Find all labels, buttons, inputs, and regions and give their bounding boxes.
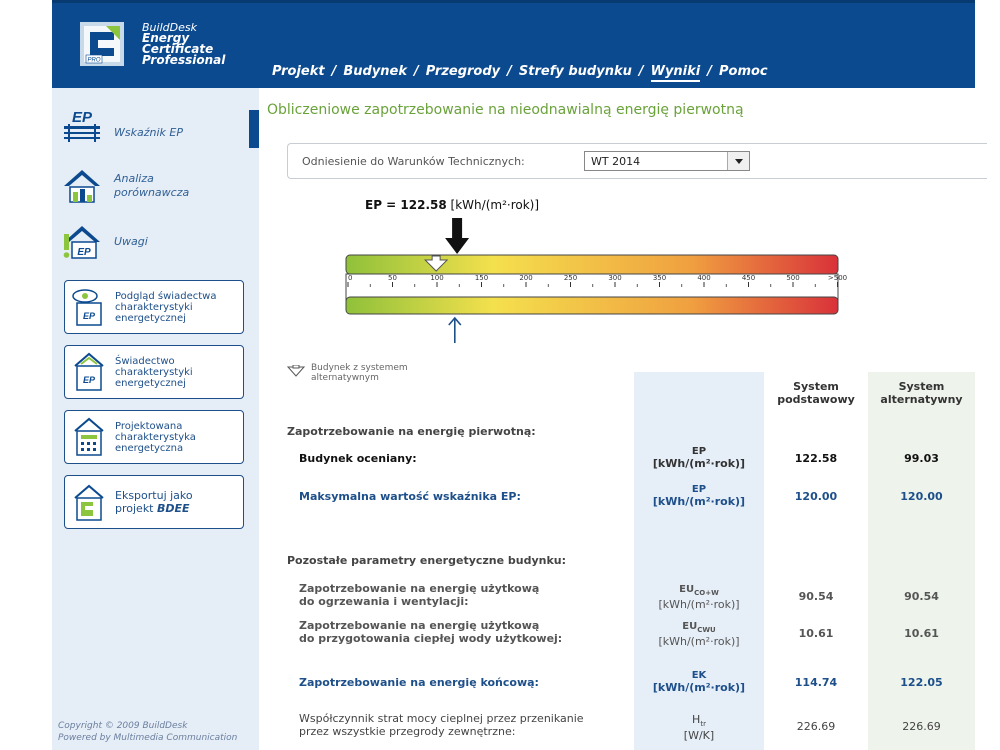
- page-title: Obliczeniowe zapotrzebowanie na nieodnawialną energię pierwotną: [267, 102, 744, 118]
- row-unit: [634, 484, 764, 508]
- main-content: [259, 88, 975, 750]
- reference-label: Odniesienie do Warunków Technicznych:: [302, 155, 525, 168]
- ep-value: [365, 198, 539, 212]
- ep-badge: EP: [77, 247, 91, 258]
- scale-tick-label: 50: [388, 274, 397, 282]
- label-line: charakterystyki: [115, 366, 193, 378]
- brand-line-2: Energy: [142, 31, 190, 45]
- menu-pomoc[interactable]: Pomoc: [719, 64, 768, 79]
- menu-separator: /: [707, 64, 712, 79]
- ep-value-unit: [kWh/(m²·rok)]: [450, 198, 540, 212]
- sidebar-item-label: Wskaźnik EP: [114, 126, 183, 139]
- legend-alt-text: [311, 363, 408, 383]
- scale-tick-label: 400: [697, 274, 711, 282]
- menu-wyniki[interactable]: Wyniki: [651, 64, 701, 82]
- label-line: Podgląd świadectwa: [115, 290, 217, 302]
- sidebar-button-label: [115, 291, 216, 324]
- legend-line: Budynek z systemem: [311, 363, 408, 373]
- row-unit: [634, 584, 764, 611]
- value-alternative: 10.61: [904, 627, 939, 640]
- main-menu: [272, 64, 768, 82]
- logo-badge: PRO: [87, 57, 101, 64]
- ep-badge: EP: [71, 109, 93, 126]
- sidebar-item-comparison[interactable]: [60, 166, 189, 206]
- warning-icon: [60, 222, 104, 262]
- builddesk-logo-icon: [80, 22, 124, 66]
- chevron-down-icon[interactable]: [727, 152, 749, 170]
- unit-text: [kWh/(m²·rok)]: [652, 457, 746, 470]
- scale-tick-label: 200: [519, 274, 533, 282]
- label-line: Zapotrzebowanie na energię użytkową: [299, 582, 540, 595]
- header: [52, 0, 975, 88]
- label-line: energetycznej: [115, 312, 186, 324]
- section-other-parameters: Pozostałe parametry energetyczne budynku:: [287, 554, 567, 567]
- row-unit: [634, 446, 764, 470]
- column-header-basic: [764, 380, 868, 406]
- header-line: podstawowy: [777, 393, 855, 406]
- row-unit: [634, 714, 764, 742]
- copyright-line: Copyright © 2009 BuildDesk: [58, 721, 188, 731]
- sidebar-button-label: [115, 421, 196, 454]
- scale-tick-label: 350: [652, 274, 667, 282]
- value-alternative: 122.05: [900, 676, 943, 689]
- label-line: [115, 502, 193, 515]
- reference-selected-value: WT 2014: [591, 155, 641, 168]
- sidebar-button-certificate-preview[interactable]: [64, 280, 244, 334]
- alt-column-background: [868, 372, 975, 750]
- label-line: Współczynnik strat mocy cieplnej przez przenikanie: [299, 712, 584, 725]
- unit-symbol: [634, 621, 764, 636]
- row-label: [299, 582, 539, 608]
- section-primary-energy: Zapotrzebowanie na energię pierwotną:: [287, 425, 536, 438]
- scale-tick-label: 150: [474, 274, 489, 282]
- menu-projekt[interactable]: Projekt: [272, 64, 325, 79]
- ep-badge: EP: [82, 375, 96, 385]
- row-label: [299, 619, 562, 645]
- label-prefix: projekt: [115, 502, 154, 515]
- label-line: Eksportuj jako: [115, 489, 193, 502]
- value-basic: 10.61: [798, 627, 834, 640]
- header-line: alternatywny: [880, 393, 963, 406]
- scale-tick-label: >500: [827, 274, 848, 282]
- value-basic: 114.74: [794, 676, 838, 689]
- brand-line-4: Professional: [142, 53, 226, 67]
- reference-select[interactable]: [584, 151, 750, 171]
- row-label: Zapotrzebowanie na energię końcową:: [299, 676, 539, 689]
- sidebar: [52, 88, 259, 750]
- brand-line-1: BuildDesk: [142, 21, 197, 34]
- scale-tick-label: 100: [430, 274, 444, 282]
- unit-text: [kWh/(m²·rok)]: [658, 598, 740, 611]
- label-bold: BDEE: [157, 502, 190, 515]
- label-line: energetyczna: [115, 442, 184, 454]
- menu-separator: /: [507, 64, 512, 79]
- scale-tick-label: 300: [608, 274, 622, 282]
- value-alternative: 90.54: [904, 590, 939, 603]
- copyright-line: Powered by Multimedia Communication: [58, 733, 238, 743]
- menu-separator: /: [638, 64, 644, 79]
- row-label: Maksymalna wartość wskaźnika EP:: [299, 490, 521, 503]
- value-alternative: 99.03: [904, 452, 939, 465]
- sidebar-button-export-bdee[interactable]: [64, 475, 244, 529]
- unit-symbol-main: EU: [682, 621, 698, 632]
- sidebar-button-label: [115, 356, 193, 389]
- value-basic: 226.69: [796, 720, 836, 733]
- scale-tick-label: 250: [563, 274, 578, 282]
- brand-line-3: Certificate: [142, 42, 214, 56]
- row-unit: [634, 621, 764, 648]
- sidebar-button-label: [115, 489, 193, 515]
- value-alternative: 120.00: [900, 490, 943, 503]
- house-comparison-icon: [60, 166, 104, 206]
- sidebar-button-certificate[interactable]: [64, 345, 244, 399]
- row-label: [299, 712, 584, 738]
- menu-przegrody[interactable]: Przegrody: [425, 64, 501, 79]
- value-basic: 120.00: [794, 490, 838, 503]
- ep-pointer-arrow: [445, 218, 469, 254]
- label-line: charakterystyka: [115, 431, 196, 443]
- unit-symbol: EP: [691, 446, 707, 457]
- sidebar-button-projected[interactable]: [64, 410, 244, 464]
- label-line: energetycznej: [115, 377, 186, 389]
- sidebar-item-ep-indicator[interactable]: [60, 106, 183, 146]
- label-line: charakterystyki: [115, 301, 193, 313]
- legend-alternative: [287, 363, 408, 383]
- max-ep-arrow: [449, 318, 461, 343]
- unit-symbol-sub: CO+W: [694, 589, 719, 597]
- reference-panel: [287, 143, 987, 179]
- calculator-icon: [71, 417, 107, 457]
- menu-separator: /: [331, 64, 337, 79]
- label-line: Świadectwo: [115, 355, 175, 367]
- brand-name: [142, 22, 225, 66]
- export-icon: [71, 482, 107, 522]
- unit-text: [kWh/(m²·rok)]: [658, 635, 740, 648]
- column-header-alternative: [868, 380, 975, 406]
- scale-tick-label: 0: [348, 274, 353, 282]
- ep-scale: [339, 218, 859, 353]
- value-alternative: 226.69: [902, 720, 941, 733]
- header-line: System: [793, 380, 839, 393]
- label-line: przez wszystkie przegrody zewnętrzne:: [299, 725, 516, 738]
- certificate-preview-icon: [71, 287, 107, 327]
- label-line: do ogrzewania i wentylacji:: [299, 595, 469, 608]
- ep-indicator-icon: [60, 106, 104, 146]
- certificate-icon: [71, 352, 107, 392]
- sidebar-active-marker: [249, 110, 259, 148]
- scale-bar-top: [346, 255, 838, 274]
- sidebar-item-label: [114, 172, 189, 200]
- legend-line: alternatywnym: [311, 373, 379, 383]
- menu-budynek[interactable]: Budynek: [343, 64, 408, 79]
- row-label: Budynek oceniany:: [299, 452, 417, 465]
- unit-symbol: [634, 714, 764, 730]
- copyright: [58, 720, 237, 744]
- header-line: System: [898, 380, 945, 393]
- scale-tick-label: 450: [741, 274, 756, 282]
- value-basic: 122.58: [794, 452, 838, 465]
- label-line: Zapotrzebowanie na energię użytkową: [299, 619, 540, 632]
- ep-badge: EP: [82, 311, 96, 321]
- label-line: do przygotowania ciepłej wody użytkowej:: [299, 632, 563, 645]
- sidebar-item-notes[interactable]: [60, 222, 148, 262]
- label-line: Analiza: [114, 172, 154, 185]
- unit-text: [W/K]: [683, 729, 715, 743]
- unit-symbol: [634, 584, 764, 599]
- scale-tick-label: 500: [786, 274, 800, 282]
- label-line: porównawcza: [114, 186, 190, 199]
- unit-text: [kWh/(m²·rok)]: [652, 495, 746, 508]
- label-line: Projektowana: [115, 420, 183, 432]
- header-topline: [52, 0, 975, 3]
- unit-symbol-main: EU: [679, 584, 695, 595]
- sidebar-item-label: Uwagi: [114, 235, 148, 248]
- menu-separator: /: [414, 64, 419, 79]
- scale-bar-bottom: [346, 297, 838, 314]
- unit-symbol: EK: [691, 670, 707, 681]
- unit-symbol-main: H: [692, 713, 701, 726]
- unit-symbol-sub: CWU: [697, 626, 716, 634]
- menu-strefy-budynku[interactable]: Strefy budynku: [518, 64, 632, 79]
- ep-value-number: EP = 122.58: [365, 198, 447, 212]
- value-basic: 90.54: [798, 590, 834, 603]
- alt-marker-legend-icon: [287, 365, 305, 377]
- row-unit: [634, 670, 764, 694]
- scale-axis: [346, 274, 838, 300]
- unit-text: [kWh/(m²·rok)]: [652, 681, 746, 694]
- unit-symbol: EP: [691, 484, 707, 495]
- unit-symbol-sub: tr: [700, 720, 706, 729]
